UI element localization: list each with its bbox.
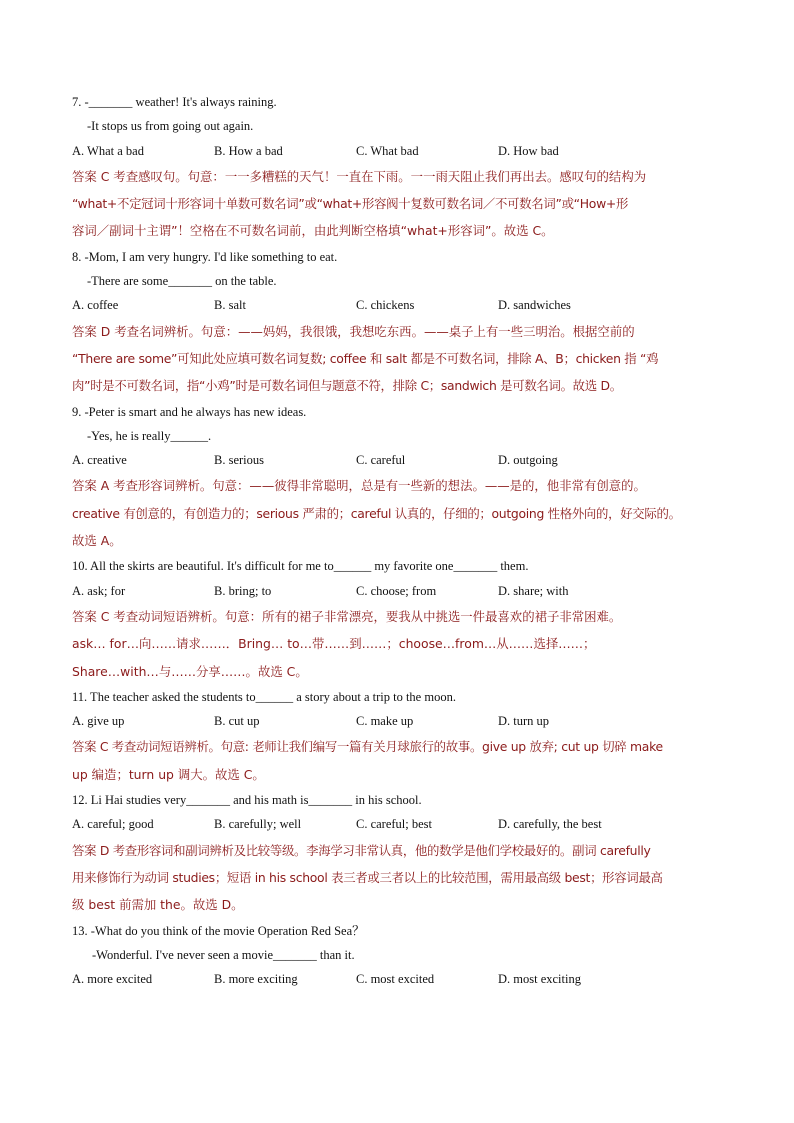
question-8-answer-line-1: 答案 D 考查名词辨析。句意：——妈妈，我很饿，我想吃东西。——桌子上有一些三明治。根据空前的: [72, 323, 635, 339]
question-9-answer-line-1: 答案 A 考查形容词辨析。句意：——彼得非常聪明，总是有一些新的想法。——是的，他非常有创意的。: [72, 478, 646, 494]
option-d: D. sandwiches: [498, 298, 571, 313]
question-8-answer-line-3: 肉”时是不可数名词，指“小鸡”时是可数名词但与题意不符，排除 C；sandwich 是可数名词。故选 D。: [72, 378, 622, 394]
option-c: C. chickens: [356, 298, 415, 313]
question-11-answer-line-1: 答案 C 考查动词短语辨析。句意: 老师让我们编写一篇有关月球旅行的故事。give up 放弃; cut up 切碎 make: [72, 739, 663, 755]
question-10-answer-line-3: Share…with…与……分享……。故选 C。: [72, 663, 308, 679]
option-c: C. careful; best: [356, 817, 433, 832]
exercise-page: [72, 90, 732, 991]
option-c: C. What bad: [356, 143, 419, 158]
question-13-reply: -Wonderful. I've never seen a movie_______ than it.: [92, 947, 355, 962]
option-b: B. serious: [214, 453, 264, 468]
option-d: D. carefully, the best: [498, 817, 602, 832]
question-9-answer-line-2: creative 有创意的，有创造力的；serious 严肃的；careful 认真的，仔细的；outgoing 性格外向的，好交际的。: [72, 505, 681, 521]
option-a: A. ask; for: [72, 583, 126, 598]
option-b: B. salt: [214, 298, 246, 313]
option-a: A. careful; good: [72, 817, 154, 832]
question-7-answer-line-2: “what+不定冠词十形容词十单数可数名词”或“what+形容阀十复数可数名词／不可数名词”或“How+形: [72, 196, 629, 212]
question-8-options: [72, 293, 732, 317]
question-12-stem: 12. Li Hai studies very_______ and his math is_______ in his school.: [72, 793, 422, 808]
option-b: B. more exciting: [214, 972, 298, 987]
option-d: D. most exciting: [498, 972, 581, 987]
option-a: A. What a bad: [72, 143, 144, 158]
question-9-reply: -Yes, he is really______.: [87, 428, 212, 443]
option-c: C. careful: [356, 453, 406, 468]
question-7-answer-line-1: 答案 C 考查感叹句。句意：一一多糟糕的天气！一直在下雨。一一雨天阻止我们再出去。感叹句的结构为: [72, 168, 647, 184]
option-c: C. most excited: [356, 972, 435, 987]
question-13-stem: 13. -What do you think of the movie Operation Red Sea？: [72, 923, 365, 938]
question-7-options: [72, 139, 732, 163]
option-d: D. How bad: [498, 143, 559, 158]
question-12-answer-line-2: 用来修饰行为动词 studies；短语 in his school 表三者或三者以上的比较范围，需用最高级 best；形容词最高: [72, 869, 663, 885]
question-8-answer-line-2: “There are some”可知此处应填可数名词复数; coffee 和 salt 都是不可数名词，排除 A、B；chicken 指 “鸡: [72, 350, 659, 366]
option-b: B. How a bad: [214, 143, 283, 158]
option-d: D. turn up: [498, 714, 550, 729]
option-a: A. coffee: [72, 298, 119, 313]
question-11-answer-line-2: up 编造；turn up 调大。故选 C。: [72, 766, 265, 782]
option-c: C. make up: [356, 714, 414, 729]
question-11-stem: 11. The teacher asked the students to______ a story about a trip to the moon.: [72, 689, 456, 704]
option-c: C. choose; from: [356, 583, 437, 598]
question-8-stem: 8. -Mom, I am very hungry. I'd like something to eat.: [72, 249, 338, 264]
question-7-answer-line-3: 容词／副词十主谓”！空格在不可数名词前，由此判断空格填“what+形容词”。故选 C。: [72, 223, 554, 239]
question-7-stem: 7. -_______ weather! It's always raining.: [72, 95, 277, 109]
question-8-reply: -There are some_______ on the table.: [87, 274, 277, 289]
option-a: A. creative: [72, 453, 127, 468]
question-10-answer-line-2: ask… for…向……请求……．Bring… to…带……到……；choose…from…从……选择……；: [72, 636, 596, 652]
option-a: A. give up: [72, 714, 125, 729]
question-12-answer-line-3: 级 best 前需加 the。故选 D。: [72, 897, 244, 913]
question-10-options: [72, 579, 732, 603]
question-9-answer-line-3: 故选 A。: [72, 533, 122, 549]
option-a: A. more excited: [72, 972, 153, 987]
question-12-answer-line-1: 答案 D 考查形容词和副词辨析及比较等级。李海学习非常认真，他的数学是他们学校最好的。副词 carefully: [72, 842, 651, 858]
question-13-options: [72, 967, 732, 991]
question-9-options: [72, 448, 732, 472]
question-9-stem: 9. -Peter is smart and he always has new ideas.: [72, 404, 307, 419]
option-b: B. carefully; well: [214, 817, 302, 832]
option-d: D. share; with: [498, 583, 569, 598]
question-10-stem: 10. All the skirts are beautiful. It's difficult for me to______ my favorite one_______ them.: [72, 559, 529, 574]
question-10-answer-line-1: 答案 C 考查动词短语辨析。句意：所有的裙子非常漂亮，要我从中挑选一件最喜欢的裙子非常困难。: [72, 608, 622, 624]
option-b: B. bring; to: [214, 583, 272, 598]
question-11-options: [72, 709, 732, 733]
question-7-reply: -It stops us from going out again.: [87, 119, 254, 134]
question-12-options: [72, 812, 732, 836]
option-b: B. cut up: [214, 714, 260, 729]
option-d: D. outgoing: [498, 453, 558, 468]
